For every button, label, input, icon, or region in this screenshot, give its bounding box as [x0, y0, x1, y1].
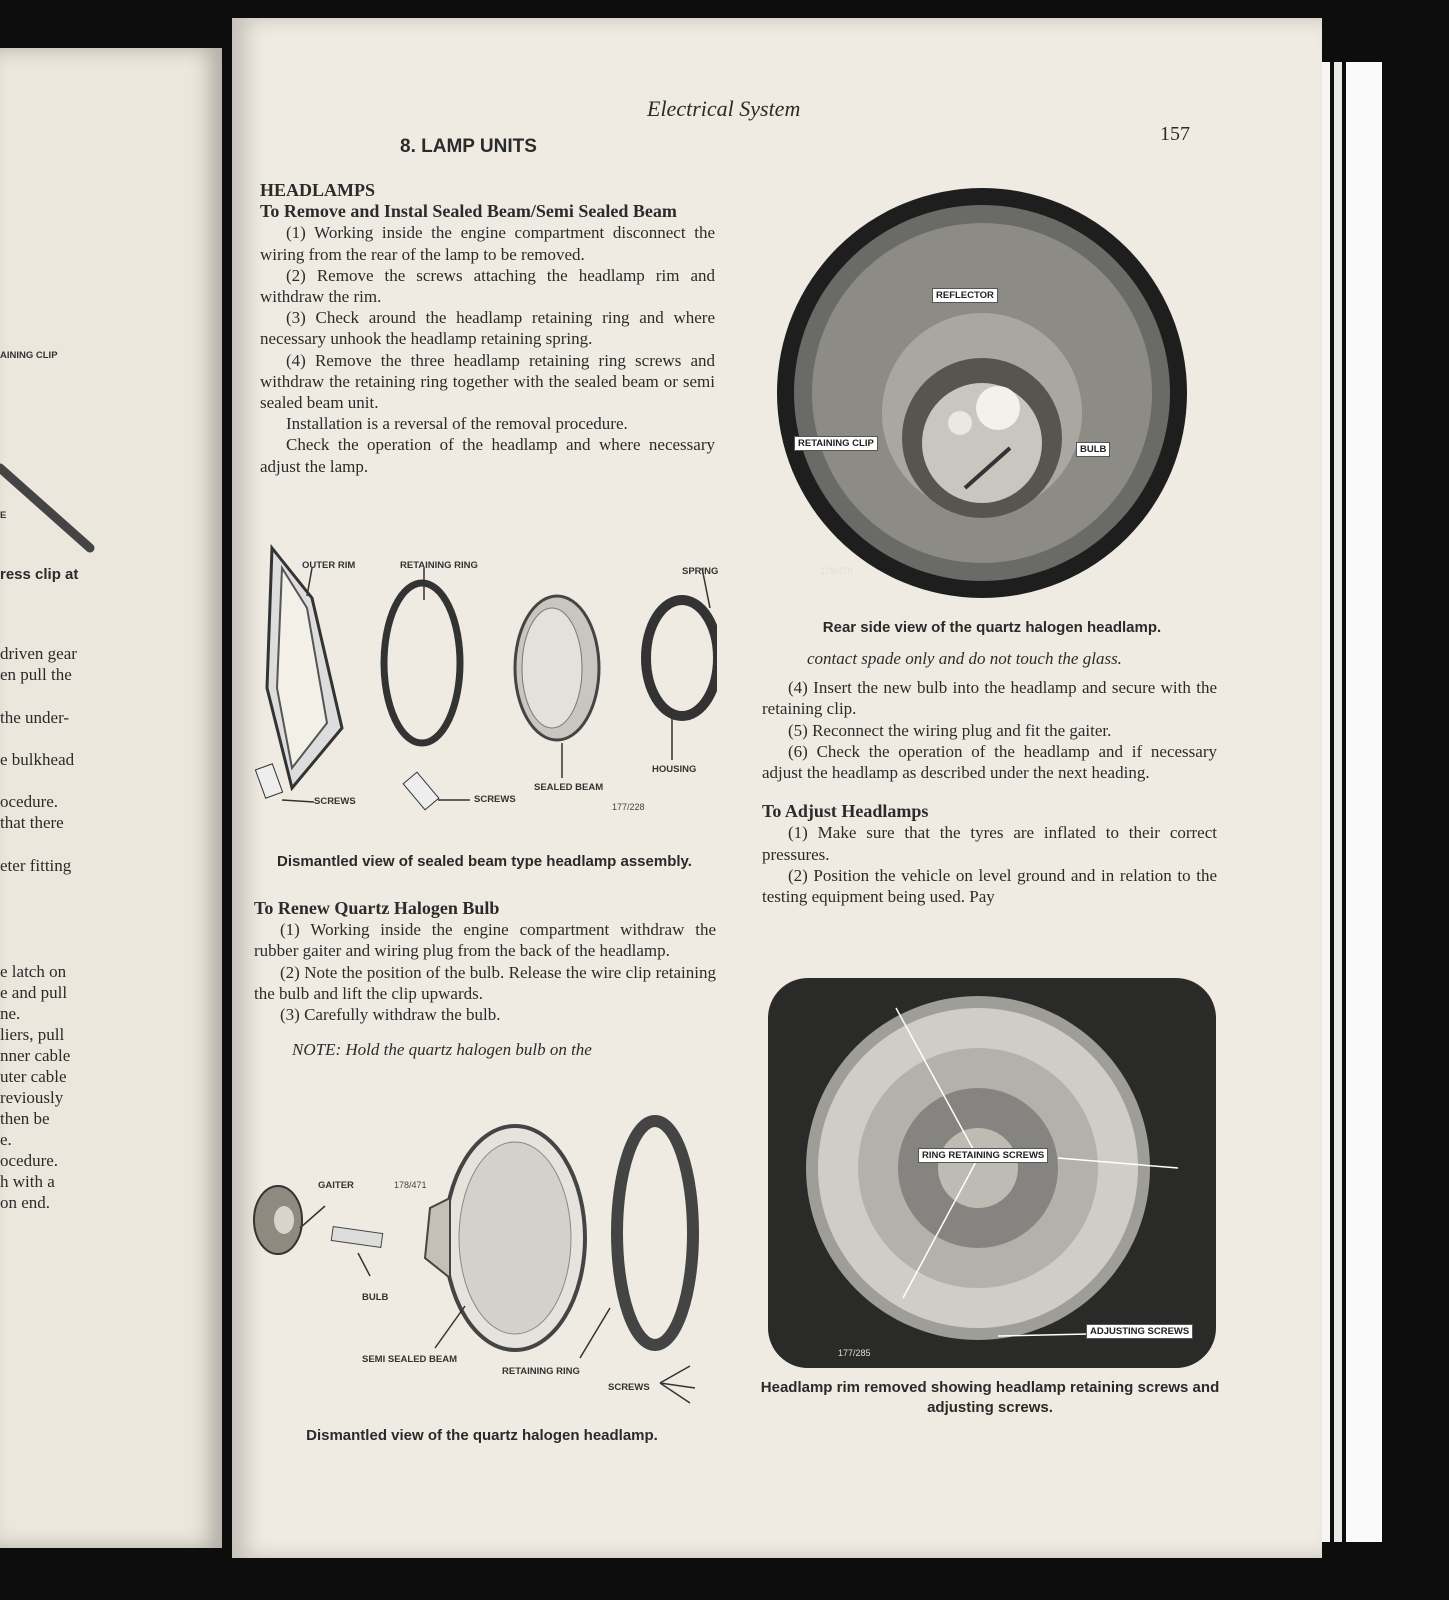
book-cover-edge — [1346, 62, 1382, 1542]
sealed-beam-subheading: To Remove and Instal Sealed Beam/Semi Sealed Beam — [260, 201, 677, 222]
left-fragment-text: e. — [0, 1130, 12, 1149]
label-spring: SPRING — [682, 566, 719, 577]
figure1-caption: Dismantled view of sealed beam type headlamp assembly. — [277, 853, 692, 870]
label-retaining-ring: RETAINING RING — [400, 560, 478, 571]
photo1-caption: Rear side view of the quartz halogen headlamp. — [822, 619, 1162, 636]
adjust-steps — [762, 822, 1217, 907]
step: (5) Reconnect the wiring plug and fit the gaiter. — [788, 720, 1112, 740]
right-column-text — [762, 648, 1217, 907]
left-fragment-text: e bulkhead — [0, 750, 75, 769]
check-paragraph: Check the operation of the headlamp and where necessary adjust the lamp. — [260, 435, 715, 476]
label-bulb: BULB — [362, 1292, 389, 1303]
sealed-beam-exploded-drawing — [252, 538, 717, 828]
figure-ref: 177/228 — [612, 802, 645, 812]
left-fragment-label: AINING CLIP — [0, 350, 58, 361]
step: (2) Remove the screws attaching the headlamp rim and withdraw the rim. — [260, 265, 715, 307]
label-screws: SCREWS — [608, 1382, 650, 1393]
label-retaining-ring: RETAINING RING — [502, 1366, 580, 1377]
label-reflector: REFLECTOR — [932, 288, 998, 303]
left-fragment-text: uter cable — [0, 1067, 67, 1086]
left-fragment-text: then be — [0, 1109, 50, 1128]
left-fragment-text: e latch on — [0, 962, 67, 981]
step: (1) Working inside the engine compartment disconnect the wiring from the rear of the lamp to be removed. — [260, 223, 715, 264]
label-ring-retaining-screws: RING RETAINING SCREWS — [918, 1148, 1048, 1163]
label-outer-rim: OUTER RIM — [302, 560, 356, 571]
page-edge — [1322, 62, 1330, 1542]
quartz-note: NOTE: Hold the quartz halogen bulb on the — [292, 1040, 592, 1060]
note-continuation: contact spade only and do not touch the glass. — [807, 649, 1122, 668]
steps-list — [260, 222, 715, 476]
photo-rear-view — [770, 188, 1200, 608]
left-fragment-text: that there — [0, 813, 64, 832]
label-adjusting-screws: ADJUSTING SCREWS — [1086, 1324, 1193, 1339]
label-housing: HOUSING — [652, 764, 697, 775]
right-page — [232, 18, 1322, 1558]
step: (4) Remove the three headlamp retaining ring screws and withdraw the retaining ring together with the sealed beam or semi sealed beam unit. — [260, 350, 715, 413]
step: (1) Working inside the engine compartment withdraw the rubber gaiter and wiring plug from the back of the headlamp. — [254, 920, 716, 961]
figure-sealed-beam — [252, 538, 717, 828]
label-retaining-clip: RETAINING CLIP — [794, 436, 878, 451]
left-fragment-text: e and pull — [0, 983, 68, 1002]
quartz-heading: To Renew Quartz Halogen Bulb — [254, 898, 500, 918]
headlamp-front-photo — [768, 978, 1216, 1368]
headlamps-heading: HEADLAMPS — [260, 180, 376, 200]
left-fragment-text: the under- — [0, 708, 70, 727]
step: (3) Check around the headlamp retaining ring and where necessary unhook the headlamp retaining spring. — [260, 308, 715, 349]
quartz-steps — [254, 919, 716, 1025]
label-screws: SCREWS — [474, 794, 516, 805]
figure2-caption: Dismantled view of the quartz halogen headlamp. — [306, 1427, 658, 1444]
label-bulb: BULB — [1076, 442, 1110, 457]
left-fragment-text: driven gear — [0, 644, 77, 663]
left-fragment-text: eter fitting — [0, 856, 72, 875]
photo-rim-removed — [768, 978, 1216, 1368]
adjust-heading: To Adjust Headlamps — [762, 801, 929, 822]
label-screws: SCREWS — [314, 796, 356, 807]
step: (2) Note the position of the bulb. Release the wire clip retaining the bulb and lift the clip upwards. — [254, 962, 716, 1003]
left-fragment-label: E — [0, 510, 7, 521]
step: (6) Check the operation of the headlamp and if necessary adjust the headlamp as described under the next heading. — [762, 741, 1217, 783]
left-fragment-text: reviously — [0, 1088, 64, 1107]
left-fragment-text: ocedure. — [0, 792, 59, 811]
left-fragment-text: on end. — [0, 1193, 51, 1212]
headlamp-rear-photo — [770, 188, 1200, 608]
right-steps — [762, 677, 1217, 783]
figure-ref: 178/471 — [394, 1180, 427, 1190]
label-gaiter: GAITER — [318, 1180, 354, 1191]
step: (2) Position the vehicle on level ground and in relation to the testing equipment being used. Pay — [762, 865, 1217, 907]
installation-paragraph: Installation is a reversal of the removal procedure. — [286, 414, 628, 434]
left-fragment-text: liers, pull — [0, 1025, 65, 1044]
photo-ref: 178/470 — [820, 566, 853, 576]
quartz-section — [254, 898, 716, 1060]
page-edge — [1334, 62, 1342, 1542]
left-page-illustration — [0, 448, 110, 558]
step: (1) Make sure that the tyres are inflated to their correct pressures. — [762, 823, 1217, 864]
step: (4) Insert the new bulb into the headlamp and secure with the retaining clip. — [762, 678, 1217, 719]
label-sealed-beam: SEALED BEAM — [534, 782, 604, 793]
page-number: 157 — [1160, 123, 1190, 145]
photo-ref: 177/285 — [838, 1348, 871, 1358]
step: (3) Carefully withdraw the bulb. — [280, 1005, 501, 1025]
left-fragment-caption: ress clip at — [0, 566, 79, 583]
left-fragment-text: nner cable — [0, 1046, 71, 1065]
photo2-caption: Headlamp rim removed showing headlamp retaining screws and adjusting screws. — [760, 1379, 1220, 1416]
running-title: Electrical System — [647, 96, 801, 121]
left-fragment-text: h with a — [0, 1172, 55, 1191]
left-fragment-text: ne. — [0, 1004, 21, 1023]
headlamps-section — [260, 180, 715, 477]
section-title: 8. LAMP UNITS — [400, 136, 537, 157]
label-semi-sealed-beam: SEMI SEALED BEAM — [362, 1354, 458, 1365]
left-fragment-text: ocedure. — [0, 1151, 59, 1170]
left-fragment-text: en pull the — [0, 665, 72, 684]
figure-quartz-halogen — [250, 1108, 720, 1438]
left-facing-page — [0, 48, 222, 1548]
